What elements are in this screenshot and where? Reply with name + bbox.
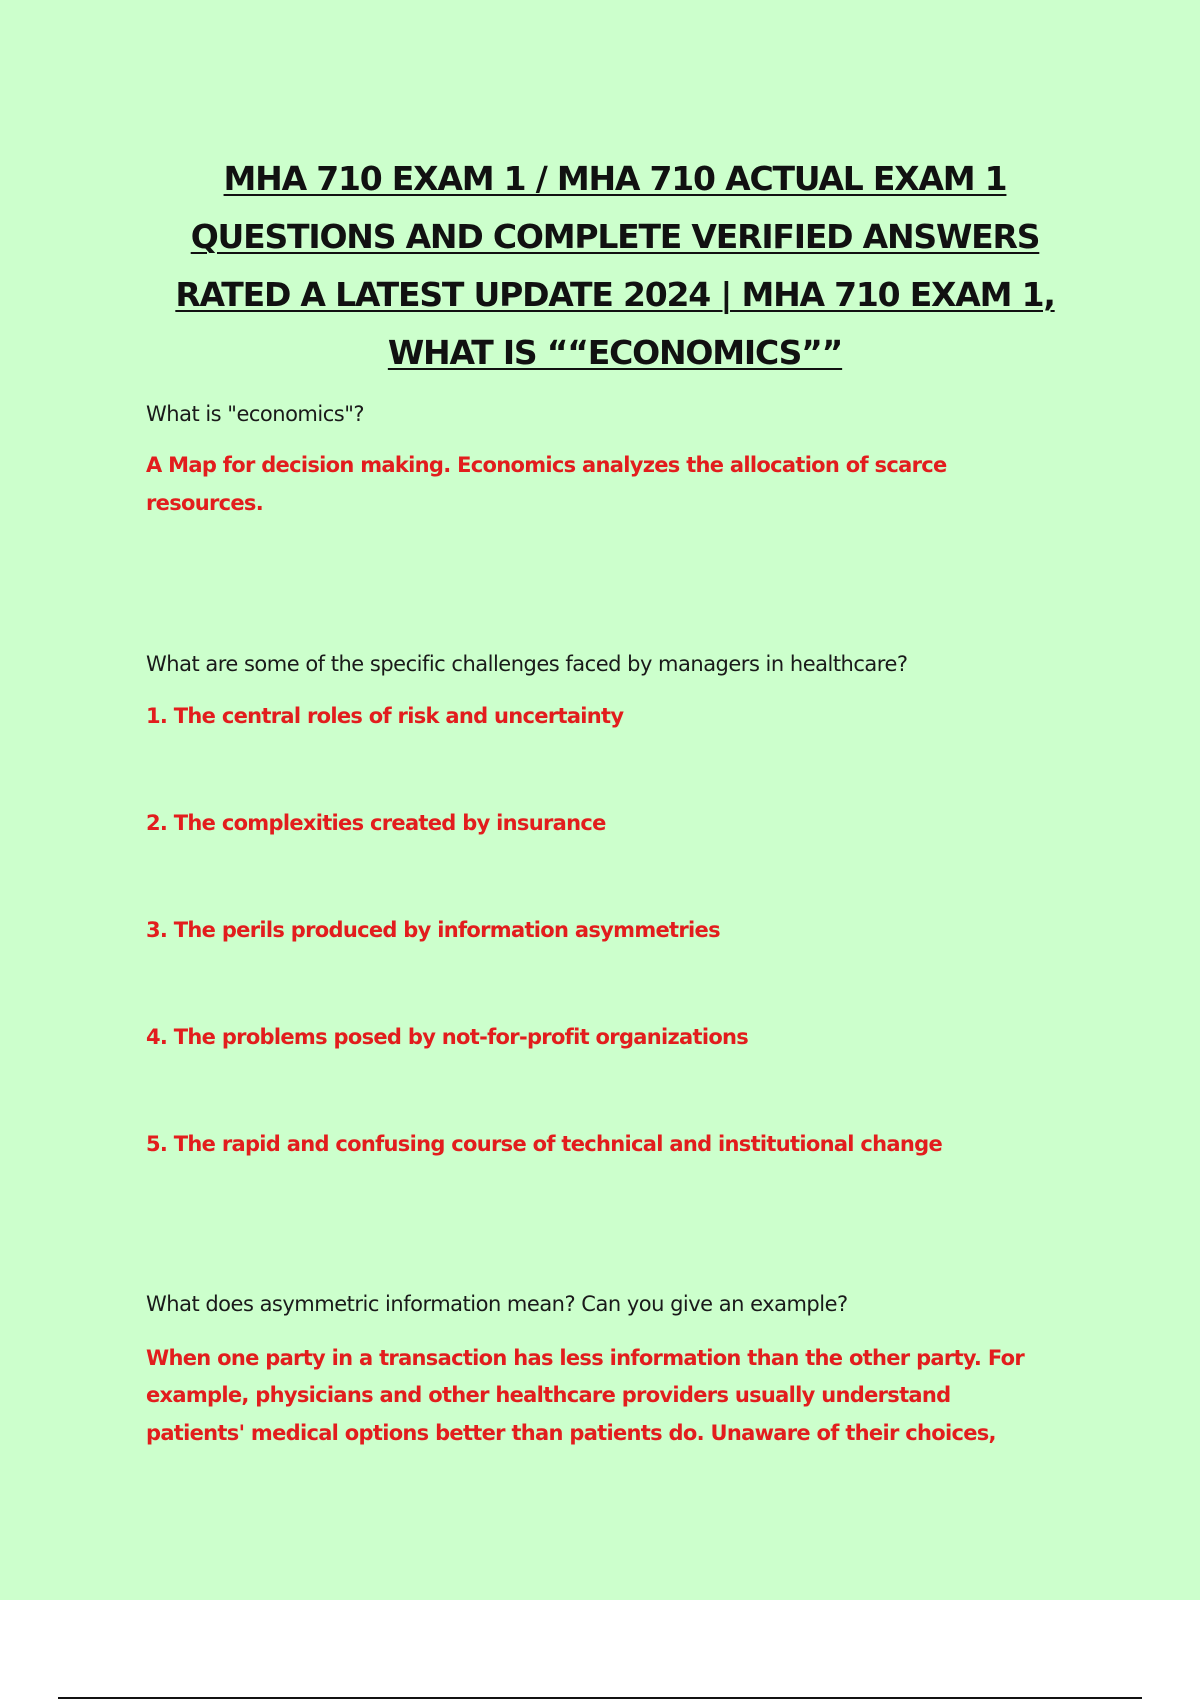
- document-title: [130, 150, 1100, 382]
- answer-1-line-1: A Map for decision making. Economics analyzes the allocation of scarce: [146, 453, 947, 477]
- answer-3-line-1: When one party in a transaction has less information than the other party. For: [146, 1346, 1024, 1370]
- title-line-2: QUESTIONS AND COMPLETE VERIFIED ANSWERS: [190, 217, 1040, 256]
- answer-2-item-3: 3. The perils produced by information asymmetries: [146, 918, 720, 942]
- answer-3-line-3: patients' medical options better than patients do. Unaware of their choices,: [146, 1421, 996, 1445]
- title-line-1: MHA 710 EXAM 1 / MHA 710 ACTUAL EXAM 1: [223, 159, 1007, 198]
- answer-2-item-1: 1. The central roles of risk and uncertainty: [146, 704, 624, 728]
- footer-rule: [58, 1697, 1142, 1699]
- answer-3-line-2: example, physicians and other healthcare providers usually understand: [146, 1383, 951, 1407]
- question-1: What is "economics"?: [146, 402, 365, 426]
- answer-2-item-5: 5. The rapid and confusing course of technical and institutional change: [146, 1132, 942, 1156]
- answer-2-item-2: 2. The complexities created by insurance: [146, 811, 606, 835]
- title-line-4: WHAT IS ““ECONOMICS””: [387, 333, 843, 372]
- question-3: What does asymmetric information mean? Can you give an example?: [146, 1292, 848, 1316]
- title-line-3: RATED A LATEST UPDATE 2024 | MHA 710 EXAM 1,: [175, 275, 1055, 314]
- answer-2-item-4: 4. The problems posed by not-for-profit organizations: [146, 1025, 749, 1049]
- answer-1-line-2: resources.: [146, 491, 264, 515]
- question-2: What are some of the specific challenges faced by managers in healthcare?: [146, 652, 908, 676]
